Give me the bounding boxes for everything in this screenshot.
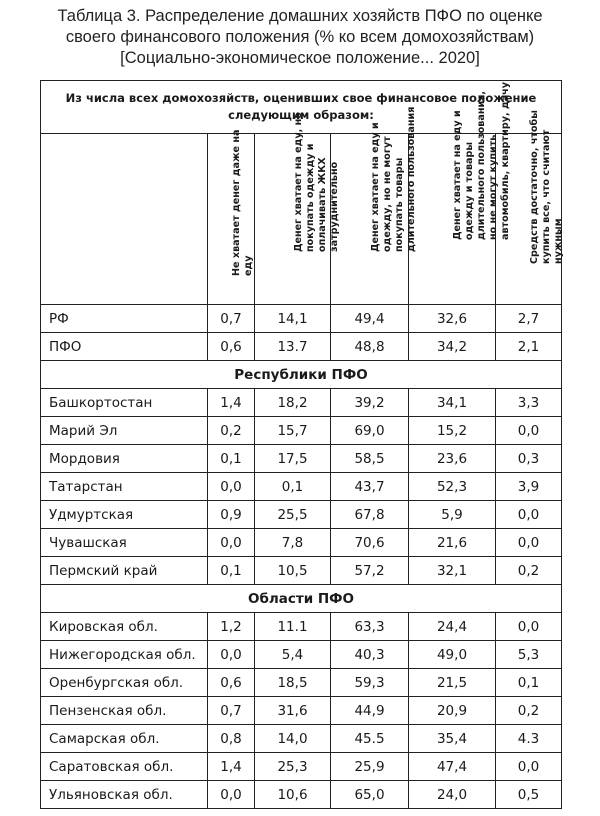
table-cell: 0,6 xyxy=(208,669,255,697)
financial-status-table xyxy=(40,80,562,809)
table-row xyxy=(41,697,562,725)
section-header-republics-row xyxy=(41,361,562,389)
table-cell: 21,6 xyxy=(409,529,496,557)
table-cell: 0,1 xyxy=(496,669,562,697)
table-cell: 0,0 xyxy=(208,529,255,557)
row-label: Марий Эл xyxy=(41,417,208,445)
column-header-label-3: Денег хватает на еду и одежду, но не могут покупать товары длительного пользования xyxy=(369,106,417,252)
row-label: Самарская обл. xyxy=(41,725,208,753)
caption-line-2: своего финансового положения (% ко всем домохозяйствам) xyxy=(65,28,535,46)
table-cell: 45.5 xyxy=(331,725,409,753)
table-row xyxy=(41,725,562,753)
table-cell: 5,9 xyxy=(409,501,496,529)
table-cell: 63,3 xyxy=(331,613,409,641)
table-cell: 2,1 xyxy=(496,333,562,361)
table-cell: 48,8 xyxy=(331,333,409,361)
table-cell: 69,0 xyxy=(331,417,409,445)
table-cell: 24,0 xyxy=(409,781,496,809)
column-header-2 xyxy=(255,112,340,305)
table-cell: 14,0 xyxy=(255,725,331,753)
table-cell: 0,1 xyxy=(208,557,255,585)
column-header-label-2: Денег хватает на еду, но покупать одежду и оплачивать ЖКХ затруднительно xyxy=(292,112,340,252)
table-cell: 0,0 xyxy=(208,473,255,501)
table-cell: 0,1 xyxy=(208,445,255,473)
table-row xyxy=(41,529,562,557)
table-cell: 65,0 xyxy=(331,781,409,809)
table-cell: 20,9 xyxy=(409,697,496,725)
table-cell: 4.3 xyxy=(496,725,562,753)
table-row xyxy=(41,613,562,641)
table-cell: 7,8 xyxy=(255,529,331,557)
table-cell: 67,8 xyxy=(331,501,409,529)
table-cell: 18,5 xyxy=(255,669,331,697)
table-cell: 40,3 xyxy=(331,641,409,669)
section-header-republics: Республики ПФО xyxy=(41,361,562,389)
row-label: Башкортостан xyxy=(41,389,208,417)
table-cell: 10,5 xyxy=(255,557,331,585)
row-label: Чувашская xyxy=(41,529,208,557)
table-cell: 0,0 xyxy=(208,641,255,669)
row-label: Татарстан xyxy=(41,473,208,501)
table-cell: 15,7 xyxy=(255,417,331,445)
table-cell: 25,9 xyxy=(331,753,409,781)
column-header-1 xyxy=(208,129,255,305)
table-row xyxy=(41,333,562,361)
row-label: Саратовская обл. xyxy=(41,753,208,781)
row-label: Кировская обл. xyxy=(41,613,208,641)
table-row xyxy=(41,445,562,473)
table-cell: 0,5 xyxy=(496,781,562,809)
table-cell: 14,1 xyxy=(255,305,331,333)
table-cell: 11.1 xyxy=(255,613,331,641)
table-cell: 1,4 xyxy=(208,753,255,781)
table-cell: 2,7 xyxy=(496,305,562,333)
table-cell: 15,2 xyxy=(409,417,496,445)
column-header-label-5: Средств достаточно, чтобы купить все, что считают нужным xyxy=(528,110,564,264)
column-header-5 xyxy=(496,110,564,305)
row-label: Пензенская обл. xyxy=(41,697,208,725)
table-cell: 0,2 xyxy=(208,417,255,445)
table-cell: 0,0 xyxy=(496,613,562,641)
table-cell: 47,4 xyxy=(409,753,496,781)
table-cell: 13.7 xyxy=(255,333,331,361)
table-cell: 32,1 xyxy=(409,557,496,585)
table-cell: 0,0 xyxy=(496,501,562,529)
table-cell: 0,0 xyxy=(496,417,562,445)
table-cell: 17,5 xyxy=(255,445,331,473)
table-cell: 0,0 xyxy=(496,529,562,557)
table-cell: 0,8 xyxy=(208,725,255,753)
row-label: Нижегородская обл. xyxy=(41,641,208,669)
table-row xyxy=(41,669,562,697)
table-cell: 0,2 xyxy=(496,697,562,725)
table-cell: 0,7 xyxy=(208,305,255,333)
table-top-header: Из числа всех домохозяйств, оценивших свое финансовое положение следующим образом: xyxy=(41,81,562,134)
caption-line-1: Таблица 3. Распределение домашних хозяйств ПФО по оценке xyxy=(57,7,543,25)
table-cell: 0,7 xyxy=(208,697,255,725)
row-label: Пермский край xyxy=(41,557,208,585)
table-cell: 1,4 xyxy=(208,389,255,417)
table-cell: 25,5 xyxy=(255,501,331,529)
column-header-label-1: Не хватает денег даже на еду xyxy=(231,129,254,276)
table-cell: 59,3 xyxy=(331,669,409,697)
table-cell: 23,6 xyxy=(409,445,496,473)
row-label: Ульяновская обл. xyxy=(41,781,208,809)
table-row xyxy=(41,641,562,669)
column-header-empty xyxy=(41,134,208,305)
column-headers-row xyxy=(41,134,562,305)
table-cell: 10,6 xyxy=(255,781,331,809)
table-cell: 44,9 xyxy=(331,697,409,725)
table-cell: 1,2 xyxy=(208,613,255,641)
table-cell: 34,1 xyxy=(409,389,496,417)
table-cell: 3,3 xyxy=(496,389,562,417)
table-cell: 5,3 xyxy=(496,641,562,669)
row-label: Мордовия xyxy=(41,445,208,473)
table-cell: 58,5 xyxy=(331,445,409,473)
table-cell: 49,4 xyxy=(331,305,409,333)
caption-line-3: [Социально-экономическое положение... 2020] xyxy=(120,49,480,67)
column-header-4 xyxy=(409,81,511,305)
table-cell: 0,1 xyxy=(255,473,331,501)
table-cell: 52,3 xyxy=(409,473,496,501)
table-cell: 39,2 xyxy=(331,389,409,417)
table-cell: 70,6 xyxy=(331,529,409,557)
table-cell: 21,5 xyxy=(409,669,496,697)
table-cell: 0,0 xyxy=(496,753,562,781)
table-cell: 0,2 xyxy=(496,557,562,585)
table-cell: 34,2 xyxy=(409,333,496,361)
row-label: ПФО xyxy=(41,333,208,361)
table-row xyxy=(41,557,562,585)
section-header-oblasts-row xyxy=(41,585,562,613)
table-cell: 25,3 xyxy=(255,753,331,781)
row-label: Удмуртская xyxy=(41,501,208,529)
column-header-3 xyxy=(331,106,417,305)
table-cell: 0,0 xyxy=(208,781,255,809)
column-header-label-4: Денег хватает на еду и одежду и товары длительного пользования, но не могут купить автомобиль, квартиру, дачу xyxy=(452,81,511,240)
table-cell: 0,6 xyxy=(208,333,255,361)
table-row xyxy=(41,417,562,445)
table-cell: 5,4 xyxy=(255,641,331,669)
table-cell: 32,6 xyxy=(409,305,496,333)
row-label: РФ xyxy=(41,305,208,333)
table-cell: 57,2 xyxy=(331,557,409,585)
row-label: Оренбургская обл. xyxy=(41,669,208,697)
table-cell: 18,2 xyxy=(255,389,331,417)
section-header-oblasts: Области ПФО xyxy=(41,585,562,613)
table-row xyxy=(41,753,562,781)
table-cell: 24,4 xyxy=(409,613,496,641)
table-row xyxy=(41,501,562,529)
table-cell: 31,6 xyxy=(255,697,331,725)
table-cell: 3,9 xyxy=(496,473,562,501)
table-row xyxy=(41,305,562,333)
table-cell: 35,4 xyxy=(409,725,496,753)
table-cell: 0,9 xyxy=(208,501,255,529)
table-cell: 43,7 xyxy=(331,473,409,501)
table-cell: 0,3 xyxy=(496,445,562,473)
table-caption xyxy=(0,6,600,69)
table-cell: 49,0 xyxy=(409,641,496,669)
table-row xyxy=(41,389,562,417)
table-row xyxy=(41,473,562,501)
table-row xyxy=(41,781,562,809)
